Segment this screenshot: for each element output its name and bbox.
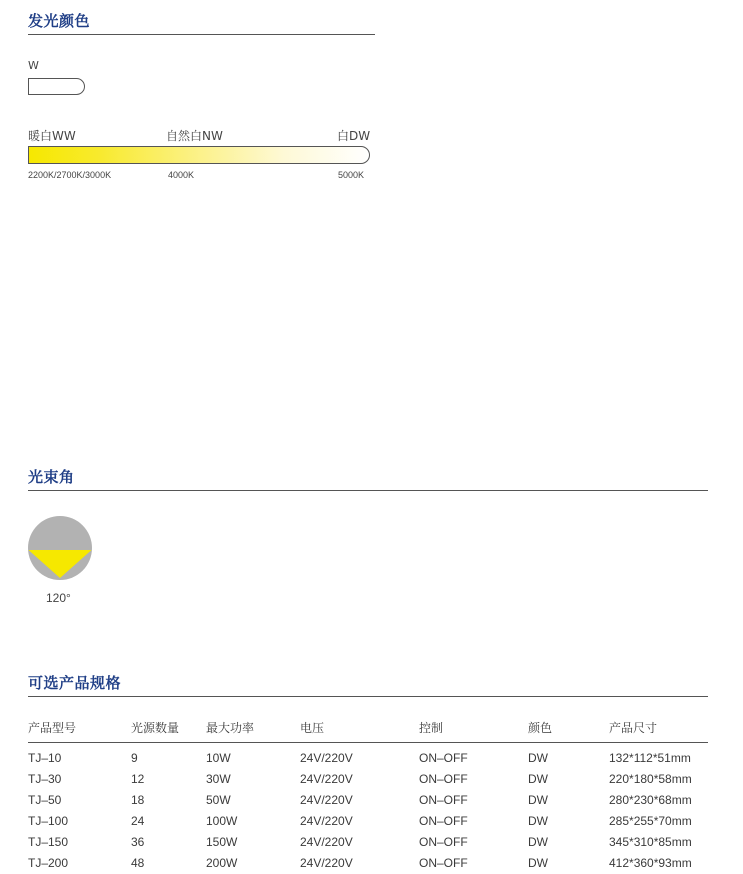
cell-color: DW: [528, 750, 548, 765]
beam-angle-icon: [28, 516, 92, 580]
cell-color: DW: [528, 771, 548, 786]
spec-table: [28, 718, 708, 873]
cell-max-power: 10W: [206, 750, 231, 765]
cell-voltage: 24V/220V: [300, 855, 353, 870]
cell-led-count: 24: [131, 813, 145, 828]
cell-model: TJ–100: [28, 813, 69, 828]
cell-voltage: 24V/220V: [300, 771, 353, 786]
ww-label: 暖白WW: [28, 129, 76, 143]
cell-control: ON–OFF: [419, 792, 468, 807]
table-row: [28, 852, 708, 873]
cell-control: ON–OFF: [419, 771, 468, 786]
header-model: 产品型号: [28, 718, 131, 743]
cell-led-count: 18: [131, 792, 145, 807]
cell-size: 280*230*68mm: [609, 792, 692, 807]
cell-max-power: 100W: [206, 813, 238, 828]
cell-control: ON–OFF: [419, 834, 468, 849]
cell-model: TJ–50: [28, 792, 62, 807]
header-led-count: 光源数量: [131, 718, 206, 743]
section-rule-light-color: [28, 34, 375, 35]
cell-led-count: 36: [131, 834, 145, 849]
section-rule-spec: [28, 696, 708, 697]
temp-label-cool: 5000K: [338, 170, 365, 180]
header-color: 颜色: [528, 718, 609, 743]
cell-model: TJ–200: [28, 855, 69, 870]
cell-size: 220*180*58mm: [609, 771, 692, 786]
table-row: [28, 810, 708, 831]
cell-size: 285*255*70mm: [609, 813, 692, 828]
color-temperature-gradient-bar: [28, 146, 370, 164]
cell-max-power: 200W: [206, 855, 238, 870]
cell-size: 132*112*51mm: [609, 750, 691, 765]
cell-voltage: 24V/220V: [300, 750, 353, 765]
beam-angle-label: 120°: [46, 591, 71, 605]
cell-model: TJ–150: [28, 834, 69, 849]
section-title-beam-angle: 光束角: [28, 468, 75, 486]
header-max-power: 最大功率: [206, 718, 300, 743]
section-rule-beam-angle: [28, 490, 708, 491]
cell-color: DW: [528, 792, 548, 807]
dw-label: 白DW: [337, 129, 371, 143]
cell-control: ON–OFF: [419, 750, 468, 765]
cell-voltage: 24V/220V: [300, 792, 353, 807]
table-row: [28, 789, 708, 810]
section-title-spec: 可选产品规格: [28, 674, 122, 692]
table-row: [28, 743, 708, 769]
header-size: 产品尺寸: [609, 718, 708, 743]
cell-led-count: 48: [131, 855, 145, 870]
cell-model: TJ–30: [28, 771, 62, 786]
cell-control: ON–OFF: [419, 855, 468, 870]
cell-led-count: 12: [131, 771, 145, 786]
nw-label: 自然白NW: [166, 129, 223, 143]
table-row: [28, 831, 708, 852]
white-color-swatch: [28, 78, 85, 95]
cell-color: DW: [528, 813, 548, 828]
table-row: [28, 768, 708, 789]
cell-color: DW: [528, 834, 548, 849]
cell-max-power: 50W: [206, 792, 231, 807]
temp-label-warm: 2200K/2700K/3000K: [28, 170, 112, 180]
header-control: 控制: [419, 718, 528, 743]
cell-color: DW: [528, 855, 548, 870]
cell-max-power: 150W: [206, 834, 238, 849]
w-label: W: [28, 59, 39, 72]
header-voltage: 电压: [300, 718, 419, 743]
cell-led-count: 9: [131, 750, 138, 765]
temp-label-neutral: 4000K: [168, 170, 195, 180]
section-title-light-color: 发光颜色: [28, 12, 91, 30]
cell-voltage: 24V/220V: [300, 813, 353, 828]
cell-size: 345*310*85mm: [609, 834, 692, 849]
cell-max-power: 30W: [206, 771, 231, 786]
table-header-row: [28, 718, 708, 743]
cell-model: TJ–10: [28, 750, 62, 765]
cell-size: 412*360*93mm: [609, 855, 692, 870]
cell-voltage: 24V/220V: [300, 834, 353, 849]
cell-control: ON–OFF: [419, 813, 468, 828]
